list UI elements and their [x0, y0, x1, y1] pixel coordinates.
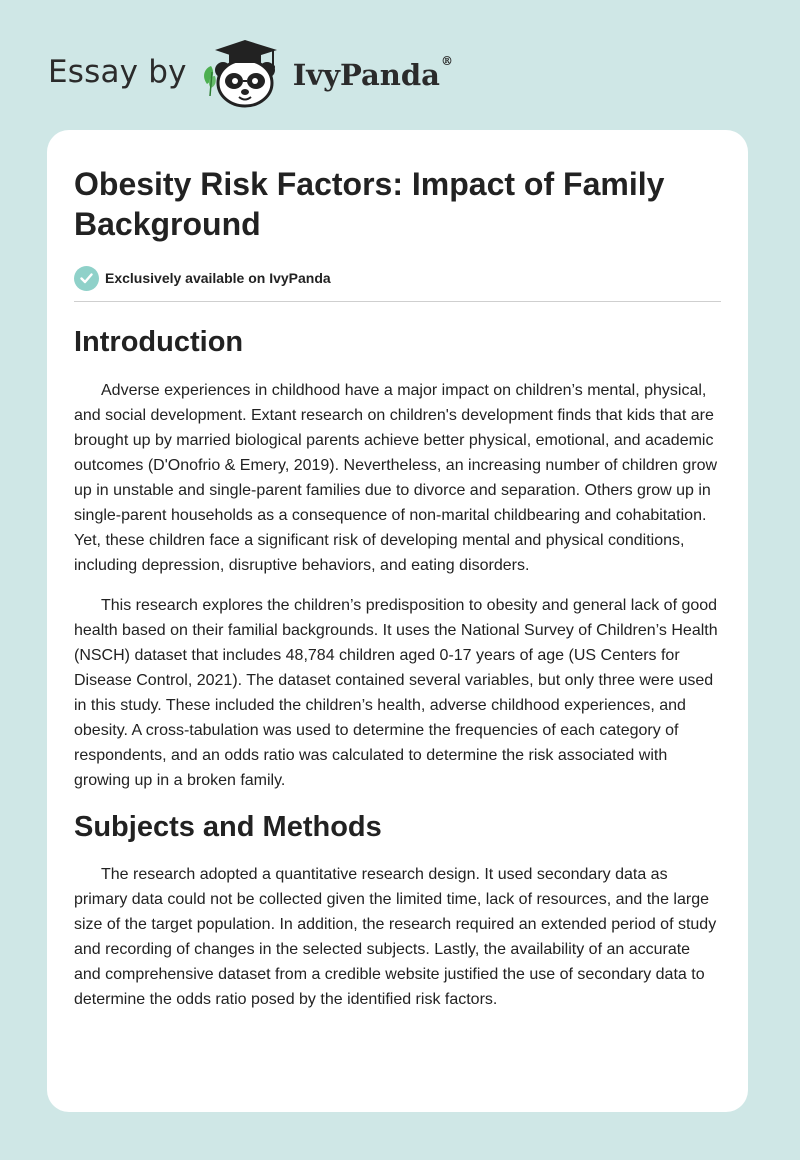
essay-card — [47, 130, 748, 1112]
registered-mark: ® — [440, 54, 453, 68]
section-subjects-and-methods — [74, 809, 721, 1012]
brand-prefix: Essay by — [48, 54, 187, 90]
paragraph: This research explores the children’s predisposition to obesity and general lack of good health based on their familial backgrounds. It uses the National Survey of Children’s Health (NSCH) dataset that includes 48,784 children aged 0-17 years of age (US Centers for Disease Control, 2021). The dataset contained several variables, but only three were used in this study. These included the children’s health, adverse childhood experiences, and obesity. A cross-tabulation was used to determine the frequencies of each category of respondents, and an odds ratio was calculated to determine the risk associated with growing up in a broken family. — [74, 597, 718, 789]
title-divider — [74, 301, 721, 302]
paragraph: Adverse experiences in childhood have a major impact on children’s mental, physical, and social development. Extant research on children's development finds that kids that are brought up by married biological parents achieve better physical, emotional, and academic outcomes (D'Onofrio & Emery, 2019). Nevertheless, an increasing number of children grow up in unstable and single-parent families due to divorce and separation. Others grow up in single-parent households as a consequence of non-marital childbearing and cohabitation. Yet, these children face a significant risk of developing mental and physical conditions, including depression, disruptive behaviors, and eating disorders. — [74, 382, 718, 574]
section-heading: Introduction — [74, 326, 244, 358]
exclusive-badge — [74, 265, 721, 291]
essay-title: Obesity Risk Factors: Impact of Family Background — [74, 166, 665, 242]
paragraph: The research adopted a quantitative research design. It used secondary data as primary data could not be collected given the limited time, lack of resources, and the large size of the target population. In addition, the research required an extended period of study and recording of changes in the selected subjects. Lastly, the availability of an accurate and comprehensive dataset from a credible website justified the use of secondary data to determine the odds ratio posed by the identified risk factors. — [74, 866, 717, 1008]
check-icon — [74, 266, 99, 291]
section-introduction — [74, 324, 721, 793]
site-header — [48, 36, 453, 108]
exclusive-text: Exclusively available on IvyPanda — [105, 270, 331, 286]
panda-graduate-logo-icon[interactable] — [199, 36, 291, 108]
section-heading: Subjects and Methods — [74, 811, 382, 843]
brand-name: IvyPanda® — [292, 54, 453, 92]
